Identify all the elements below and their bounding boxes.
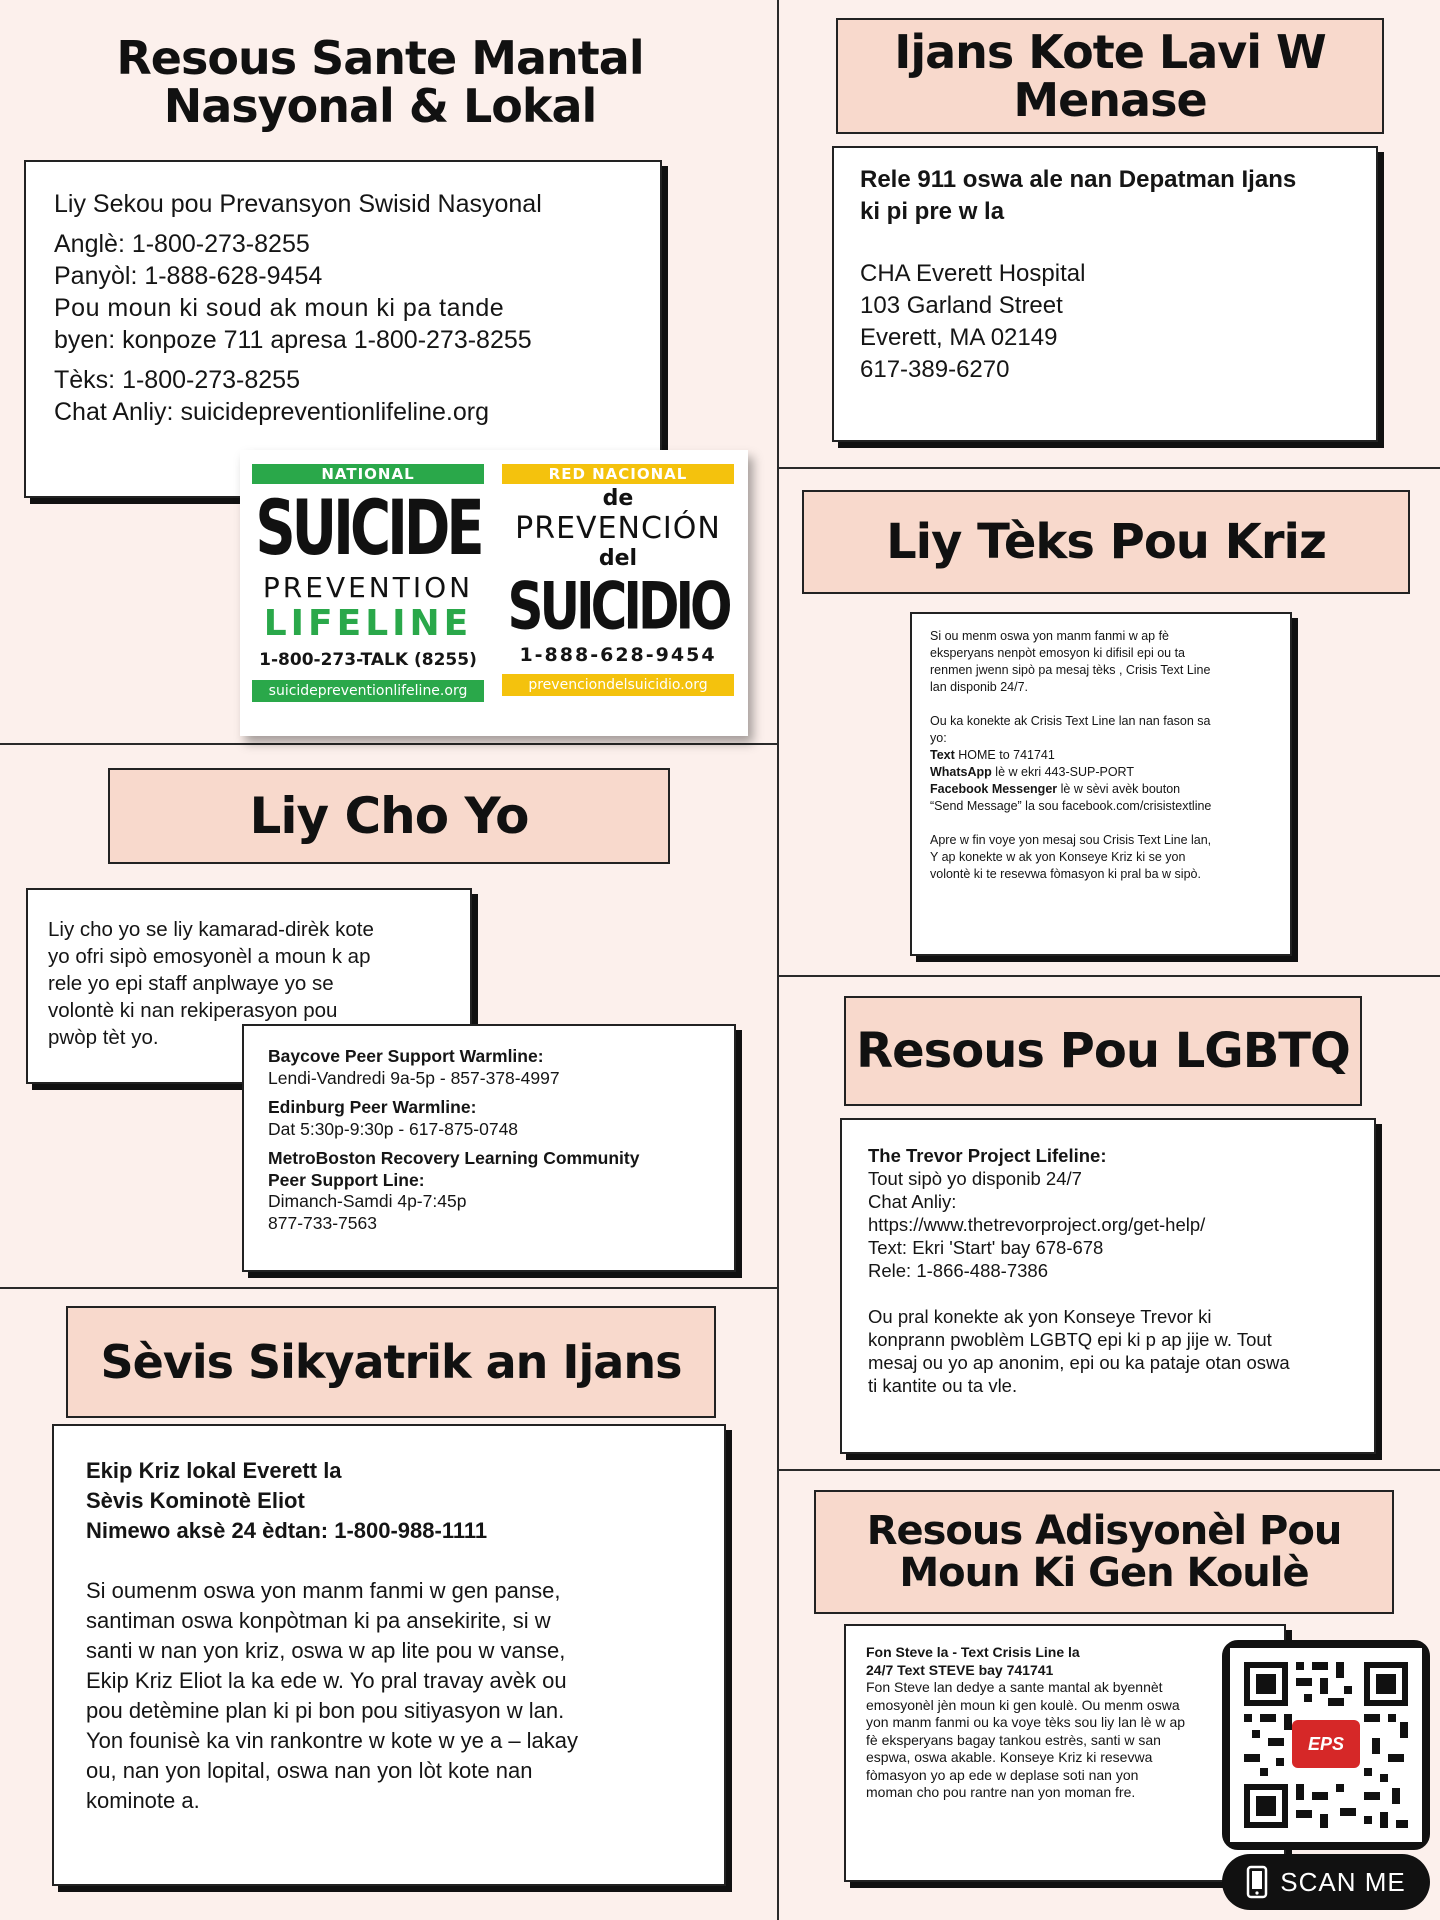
baycove-info: Lendi-Vandredi 9a-5p - 857-378-4997: [268, 1067, 560, 1088]
steve-desc-line: espwa, oswa akable. Konseye Kriz ki resevwa: [866, 1749, 1153, 1765]
logo-en-url: suicidepreventionlifeline.org: [252, 680, 484, 702]
connect-line: yo:: [930, 731, 947, 745]
lgbtq-card: [840, 1118, 1376, 1454]
warmline-intro-line: yo ofri sipò emosyonèl a moun k ap: [48, 945, 371, 968]
logo-en-prevention: PREVENTION: [262, 571, 474, 604]
steve-heading-2: 24/7 Text STEVE bay 741741: [866, 1661, 1054, 1678]
steve-desc-line: Fon Steve lan dedye a sante mantal ak byennèt: [866, 1679, 1163, 1695]
emergency-title: Ijans Kote Lavi W Menase: [836, 18, 1384, 134]
eliot-desc-line: ou, nan yon lopital, oswa nan yon lòt kote nan: [86, 1758, 533, 1783]
lifeline-spanish: Panyòl: 1-888-628-9454: [54, 262, 323, 290]
trevor-line: Chat Anliy:: [868, 1191, 957, 1212]
steve-heading-1: Fon Steve la - Text Crisis Line la: [866, 1644, 1080, 1660]
steve-desc-line: fè eksperyans bagay tankou estrès, santi w san: [866, 1731, 1161, 1748]
logo-es-prevencion: PREVENCIÓN: [515, 511, 721, 546]
lifeline-text: Tèks: 1-800-273-8255: [54, 366, 300, 394]
column-divider: [777, 0, 779, 1920]
divider-left-1: [0, 743, 778, 745]
trevor-line: Text: Ekri 'Start' bay 678-678: [868, 1237, 1104, 1258]
divider-left-2: [0, 1287, 778, 1289]
after-line: volontè ki te resevwa fòmasyon ki pral ba w sipò.: [930, 867, 1201, 881]
warmline-intro-line: rele yo epi staff anplwaye yo se: [48, 972, 334, 995]
metro-name-1: MetroBoston Recovery Learning Community: [268, 1148, 640, 1168]
logo-en-band: NATIONAL: [252, 464, 484, 484]
trevor-line: Tout sipò yo disponib 24/7: [868, 1168, 1082, 1189]
eliot-desc-line: kominote a.: [86, 1788, 200, 1813]
logo-en-phone: 1-800-273-TALK (8255): [259, 650, 477, 670]
hospital-name: CHA Everett Hospital: [860, 260, 1086, 287]
option-messenger-cont: “Send Message” la sou facebook.com/crisistextline: [930, 799, 1212, 813]
warmline-intro-line: Liy cho yo se liy kamarad-dirèk kote: [48, 918, 374, 941]
warmline-intro-line: pwòp tèt yo.: [48, 1026, 159, 1049]
eliot-desc-line: Si oumenm oswa yon manm fanmi w gen panse,: [86, 1578, 561, 1603]
trevor-line: Rele: 1-866-488-7386: [868, 1260, 1048, 1281]
scan-me-button[interactable]: [1222, 1854, 1430, 1910]
option-whatsapp: WhatsApp lè w ekri 443-SUP-PORT: [930, 765, 1134, 779]
scan-me-label: SCAN ME: [1280, 1866, 1406, 1897]
logo-es-phone: 1-888-628-9454: [519, 644, 717, 666]
divider-right-1: [778, 467, 1440, 469]
emergency-card: [832, 146, 1378, 442]
steve-card: [844, 1624, 1286, 1882]
emergency-line-1: Rele 911 oswa ale nan Depatman Ijans: [860, 166, 1297, 193]
logo-es-band: RED NACIONAL: [502, 464, 734, 484]
lifeline-heading: Liy Sekou pou Prevansyon Swisid Nasyonal: [54, 190, 542, 218]
logo-es-url: prevenciondelsuicidio.org: [502, 674, 734, 696]
eliot-access-number: Nimewo aksè 24 èdtan: 1-800-988-1111: [86, 1518, 488, 1543]
after-line: Y ap konekte w ak yon Konseye Kriz ki se yon: [930, 850, 1186, 864]
lgbtq-title: Resous Pou LGBTQ: [844, 996, 1362, 1106]
colored-title: Resous Adisyonèl Pou Moun Ki Gen Koulè: [814, 1490, 1394, 1614]
eliot-desc-line: santi w nan yon kriz, oswa w ap lite pou w vanse,: [86, 1638, 566, 1663]
trevor-desc-line: ti kantite ou ta vle.: [868, 1375, 1018, 1396]
lifeline-english: Anglè: 1-800-273-8255: [54, 230, 310, 258]
lifeline-deaf-1: Pou moun ki soud ak moun ki pa tande: [54, 294, 505, 322]
divider-right-2: [778, 975, 1440, 977]
divider-right-3: [778, 1469, 1440, 1471]
psychiatric-card: [52, 1424, 726, 1886]
metro-name-2: Peer Support Line:: [268, 1169, 425, 1190]
option-messenger: Facebook Messenger lè w sèvi avèk bouton: [930, 782, 1181, 796]
text-crisis-title: Liy Tèks Pou Kriz: [802, 490, 1410, 594]
lifeline-logo: [240, 450, 748, 736]
trevor-desc-line: Ou pral konekte ak yon Konseye Trevor ki: [868, 1306, 1212, 1327]
eliot-desc-line: santiman oswa konpòtman ki pa ansekirite, si w: [86, 1608, 551, 1633]
psychiatric-title: Sèvis Sikyatrik an Ijans: [66, 1306, 716, 1418]
qr-badge: EPS: [1307, 1734, 1345, 1754]
steve-desc-line: yon manm fanmi ou ka voye tèks sou liy lan lè w ap: [866, 1714, 1186, 1730]
logo-es-del: del: [598, 546, 638, 571]
lifeline-deaf-2: byen: konpoze 711 apresa 1-800-273-8255: [54, 326, 532, 354]
trevor-desc-line: mesaj ou yo ap anonim, epi ou ka pataje otan oswa: [868, 1352, 1290, 1373]
eliot-desc-line: Ekip Kriz Eliot la ka ede w. Yo pral travay avèk ou: [86, 1668, 567, 1693]
logo-en-suicide: SUICIDE: [255, 485, 481, 573]
intro-line: Si ou menm oswa yon manm fanmi w ap fè: [930, 629, 1169, 643]
phone-icon: [1246, 1865, 1268, 1899]
hospital-city: Everett, MA 02149: [860, 324, 1058, 351]
trevor-name: The Trevor Project Lifeline:: [868, 1145, 1107, 1166]
emergency-line-2: ki pi pre w la: [860, 198, 1005, 225]
logo-en-lifeline: LIFELINE: [263, 603, 473, 644]
intro-line: lan disponib 24/7.: [930, 680, 1028, 694]
baycove-name: Baycove Peer Support Warmline:: [268, 1046, 544, 1066]
edinburg-info: Dat 5:30p-9:30p - 617-875-0748: [268, 1118, 519, 1139]
warmline-intro-line: volontè ki nan rekiperasyon pou: [48, 999, 338, 1022]
metro-hours: Dimanch-Samdi 4p-7:45p: [268, 1191, 467, 1211]
logo-es-suicidio: SUICIDIO: [507, 568, 729, 645]
lifeline-chat: Chat Anliy: suicidepreventionlifeline.org: [54, 398, 489, 426]
option-text: Text HOME to 741741: [930, 748, 1055, 762]
hospital-street: 103 Garland Street: [860, 292, 1063, 319]
eliot-desc-line: pou detèmine plan ki pi bon pou sitiyasyon w lan.: [86, 1698, 565, 1723]
warmline-list-card: [242, 1024, 736, 1272]
eliot-heading-1: Ekip Kriz lokal Everett la: [86, 1458, 342, 1483]
steve-desc-line: emosyonèl jèn moun ki gen koulè. Ou menm oswa: [866, 1696, 1180, 1713]
edinburg-name: Edinburg Peer Warmline:: [268, 1097, 477, 1117]
hospital-phone: 617-389-6270: [860, 356, 1010, 383]
trevor-desc-line: konprann pwoblèm LGBTQ epi ki p ap jije w. Tout: [868, 1329, 1272, 1350]
logo-es-de: de: [602, 486, 634, 511]
national-title: Resous Sante Mantal Nasyonal & Lokal: [116, 31, 644, 134]
after-line: Apre w fin voye yon mesaj sou Crisis Text Line lan,: [930, 833, 1212, 847]
intro-line: renmen jwenn sipò pa mesaj tèks , Crisis Text Line: [930, 663, 1211, 677]
qr-code[interactable]: [1222, 1640, 1430, 1850]
metro-phone: 877-733-7563: [268, 1212, 377, 1233]
logo-english: [252, 464, 484, 726]
steve-desc-line: moman cho pou rantre nan yon moman fre.: [866, 1784, 1136, 1800]
steve-desc-line: fòmasyon yo ap ede w deplase soti nan yon: [866, 1766, 1139, 1783]
logo-spanish: [502, 464, 734, 726]
text-crisis-card: [910, 612, 1292, 956]
trevor-url: https://www.thetrevorproject.org/get-help/: [868, 1214, 1206, 1235]
eliot-heading-2: Sèvis Kominotè Eliot: [86, 1488, 305, 1513]
connect-line: Ou ka konekte ak Crisis Text Line lan nan fason sa: [930, 714, 1211, 728]
eliot-desc-line: Yon founisè ka vin rankontre w kote w ye a – lakay: [86, 1728, 579, 1753]
warmline-title: Liy Cho Yo: [108, 768, 670, 864]
intro-line: eksperyans nenpòt emosyon ki difisil epi ou ta: [930, 646, 1186, 660]
national-lifeline-card: [24, 160, 662, 498]
text-crisis-intro: [930, 628, 1272, 696]
